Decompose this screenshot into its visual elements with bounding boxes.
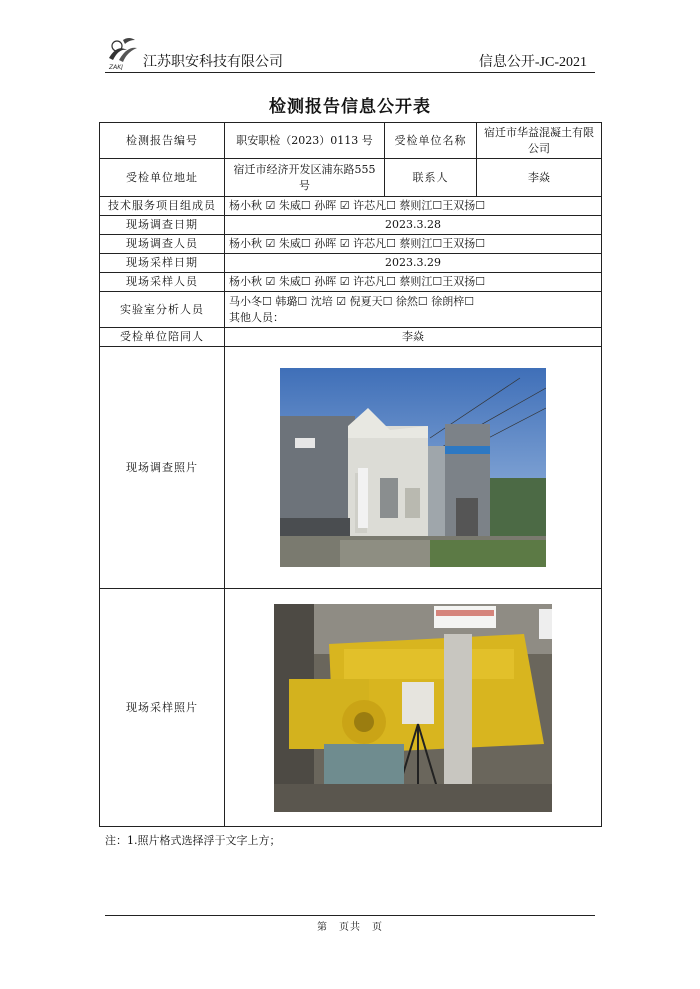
sample-staff-label: 现场采样人员 [100, 273, 225, 292]
table-row [100, 159, 602, 197]
report-info-table [99, 122, 602, 827]
table-row [100, 328, 602, 347]
footer-divider [105, 915, 595, 916]
lab-label: 实验室分析人员 [100, 292, 225, 328]
survey-date-label: 现场调查日期 [100, 216, 225, 235]
lab-staff-line: 马小冬☐ 韩璐☐ 沈培 ☑ 倪夏天☐ 徐然☐ 徐朗梓☐ [229, 294, 475, 308]
table-row [100, 216, 602, 235]
page-title: 检测报告信息公开表 [269, 97, 431, 117]
report-no-value: 职安职检（2023）0113 号 [225, 123, 385, 159]
company-name: 江苏职安科技有限公司 [143, 54, 283, 70]
survey-date-value: 2023.3.28 [225, 216, 602, 235]
client-value: 宿迁市华益混凝土有限公司 [477, 123, 602, 159]
contact-value: 李焱 [477, 159, 602, 197]
team-value: 杨小秋 ☑ 朱威☐ 孙晖 ☑ 许芯凡☐ 蔡则江☐王双扬☐ [225, 197, 602, 216]
table-row [100, 292, 602, 328]
escort-value: 李焱 [225, 328, 602, 347]
lab-value [225, 292, 602, 328]
table-row [100, 235, 602, 254]
survey-staff-value: 杨小秋 ☑ 朱威☐ 孙晖 ☑ 许芯凡☐ 蔡则江☐王双扬☐ [225, 235, 602, 254]
page-number: 第 页共 页 [317, 922, 383, 933]
sampling-site-photo [274, 604, 552, 812]
document-code: 信息公开-JC-2021 [478, 55, 587, 70]
survey-photo-label: 现场调查照片 [100, 347, 225, 589]
survey-site-photo [280, 368, 546, 567]
table-row [100, 254, 602, 273]
address-label: 受检单位地址 [100, 159, 225, 197]
header-divider [105, 72, 595, 73]
sample-date-label: 现场采样日期 [100, 254, 225, 273]
survey-photo-cell [225, 347, 602, 589]
survey-staff-label: 现场调查人员 [100, 235, 225, 254]
team-label: 技术服务项目组成员 [100, 197, 225, 216]
page-header [105, 34, 595, 74]
table-row [100, 197, 602, 216]
report-no-label: 检测报告编号 [100, 123, 225, 159]
table-row [100, 123, 602, 159]
lab-other-line: 其他人员： [229, 310, 284, 324]
sample-photo-cell [225, 589, 602, 827]
table-row [100, 589, 602, 827]
table-row [100, 273, 602, 292]
svg-text:ZAKJ: ZAKJ [109, 64, 123, 70]
sample-staff-value: 杨小秋 ☑ 朱威☐ 孙晖 ☑ 许芯凡☐ 蔡则江☐王双扬☐ [225, 273, 602, 292]
footnote: 注：1.照片格式选择浮于文字上方； [105, 834, 281, 847]
sample-photo-label: 现场采样照片 [100, 589, 225, 827]
company-logo-icon [105, 34, 141, 70]
sample-date-value: 2023.3.29 [225, 254, 602, 273]
escort-label: 受检单位陪同人 [100, 328, 225, 347]
table-row [100, 347, 602, 589]
client-label: 受检单位名称 [385, 123, 477, 159]
address-value: 宿迁市经济开发区浦东路555 号 [225, 159, 385, 197]
contact-label: 联系人 [385, 159, 477, 197]
